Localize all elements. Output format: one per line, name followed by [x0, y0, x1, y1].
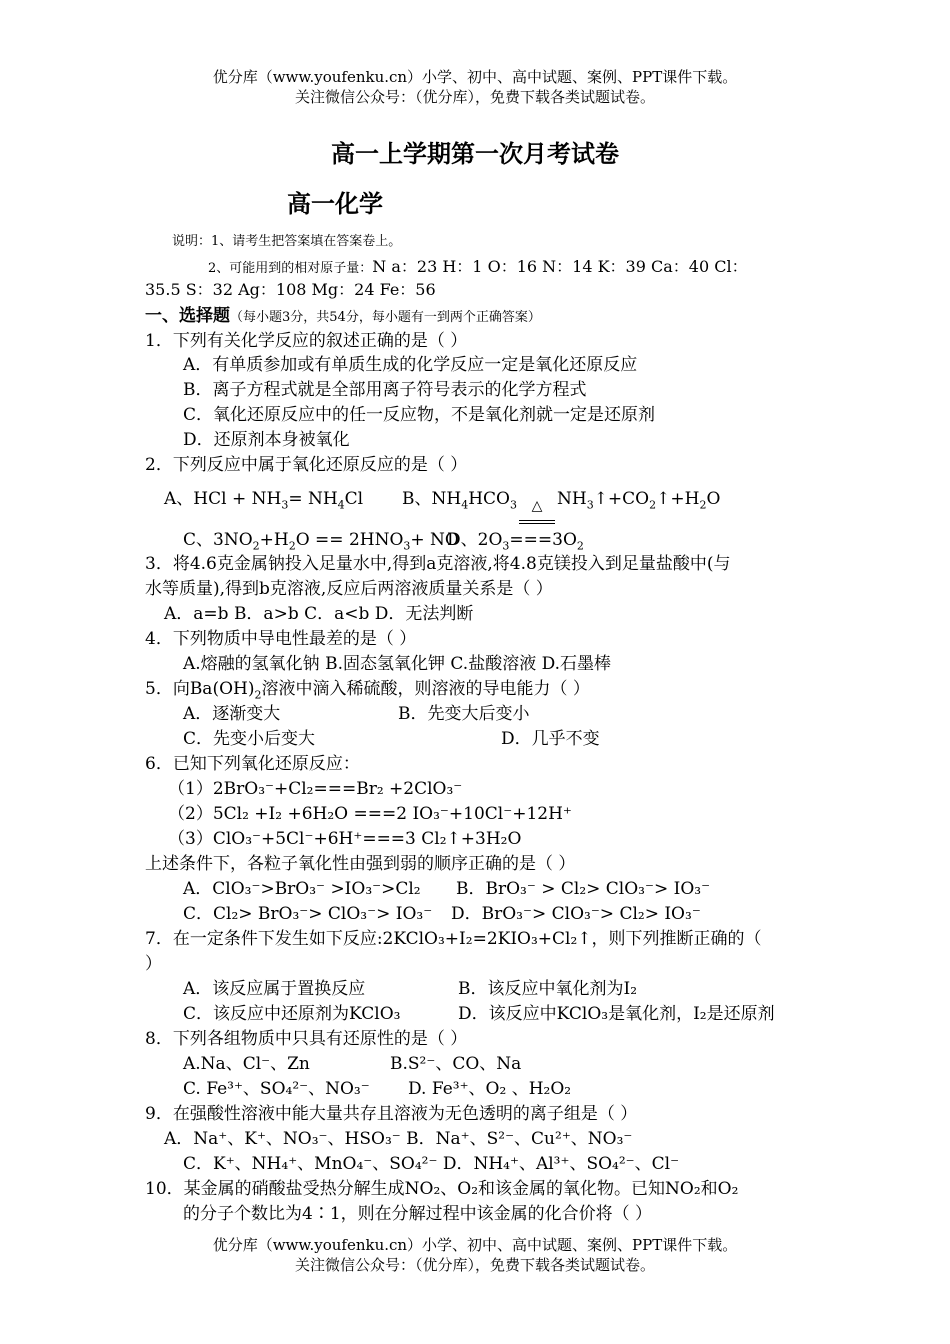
note-1: 说明：1、请考生把答案填在答案卷上。 [172, 234, 402, 249]
header-line-1: 优分库（www.youfenku.cn）小学、初中、高中试题、案例、PPT课件下载。 [212, 68, 738, 86]
q7-option-b: B．该反应中氧化剂为I₂ [458, 979, 638, 999]
page-subtitle: 高一化学 [287, 189, 383, 218]
q7-option-c: C．该反应中还原剂为KClO₃ [183, 1004, 401, 1024]
q1-option-d: D．还原剂本身被氧化 [183, 430, 350, 450]
q6-reaction-2: （2）5Cl₂ +I₂ +6H₂O ===2 IO₃⁻+10Cl⁻+12H⁺ [168, 804, 572, 824]
q9-options-ab: A．Na⁺、K⁺、NO₃⁻、HSO₃⁻ B．Na⁺、S²⁻、Cu²⁺、NO₃⁻ [164, 1129, 633, 1149]
q8-stem: 8．下列各组物质中只具有还原性的是（ ） [145, 1029, 468, 1049]
q5-option-b: B．先变大后变小 [398, 704, 530, 724]
q2-option-b: B、$NH_4HCO_3$ △ $NH_3↑+CO_2↑+H_2O$ [402, 484, 720, 511]
q3-stem-line-1: 3．将4.6克金属钠投入足量水中,得到a克溶液,将4.8克镁投入到足量盐酸中(与 [145, 554, 731, 574]
q2-option-d: D、$2O_3===3O_2$ [447, 530, 584, 553]
q1-option-b: B．离子方程式就是全部用离子符号表示的化学方程式 [183, 380, 587, 400]
q6-option-a: A．ClO₃⁻>BrO₃⁻ >IO₃⁻>Cl₂ [183, 879, 421, 899]
note-2-values: N a：23 H：1 O：16 N：14 K：39 Ca：40 Cl： [372, 257, 748, 276]
q4-stem: 4．下列物质中导电性最差的是（ ） [145, 629, 417, 649]
header-line-2: 关注微信公众号：（优分库），免费下载各类试题试卷。 [294, 88, 655, 106]
q8-option-b: B.S²⁻、CO、Na [390, 1054, 522, 1074]
q6-option-c: C．Cl₂> BrO₃⁻> ClO₃⁻> IO₃⁻ [183, 904, 433, 924]
q4-options: A.熔融的氢氧化钠 B.固态氢氧化钾 C.盐酸溶液 D.石墨棒 [183, 654, 612, 674]
q8-option-c: C. Fe³⁺、SO₄²⁻、NO₃⁻ [183, 1079, 370, 1099]
q8-option-a: A.Na、Cl⁻、Zn [183, 1054, 310, 1074]
q10-stem-line-2: 的分子个数比为4∶1，则在分解过程中该金属的化合价将（ ） [183, 1204, 653, 1224]
q5-option-a: A．逐渐变大 [183, 704, 281, 724]
q7-stem: 7．在一定条件下发生如下反应:2KClO₃+I₂=2KIO₃+Cl₂↑，则下列推断正确的（ [145, 929, 762, 949]
q7-option-d: D．该反应中KClO₃是氧化剂，I₂是还原剂 [458, 1004, 775, 1024]
page-title: 高一上学期第一次月考试卷 [331, 139, 619, 168]
q6-reaction-3: （3）ClO₃⁻+5Cl⁻+6H⁺===3 Cl₂↑+3H₂O [168, 829, 522, 849]
note-3: 35.5 S：32 Ag：108 Mg：24 Fe：56 [145, 280, 436, 299]
q1-stem: 1．下列有关化学反应的叙述正确的是（ ） [145, 331, 468, 351]
q9-options-cd: C．K⁺、NH₄⁺、MnO₄⁻、SO₄²⁻ D．NH₄⁺、Al³⁺、SO₄²⁻、Cl⁻ [183, 1154, 680, 1174]
q9-stem: 9．在强酸性溶液中能大量共存且溶液为无色透明的离子组是（ ） [145, 1104, 638, 1124]
q10-stem-line-1: 10．某金属的硝酸盐受热分解生成NO₂、O₂和该金属的氧化物。已知NO₂和O₂ [145, 1179, 739, 1199]
section-note: （每小题3分，共54分，每小题有一到两个正确答案） [230, 310, 541, 325]
q2-stem: 2．下列反应中属于氧化还原反应的是（ ） [145, 455, 468, 475]
q6-stem: 6．已知下列氧化还原反应： [145, 754, 360, 774]
heat-icon: △ [531, 498, 543, 514]
q6-option-d: D．BrO₃⁻> ClO₃⁻> Cl₂> IO₃⁻ [451, 904, 701, 924]
note-2-label: 2、可能用到的相对原子量： [208, 261, 373, 276]
q1-option-c: C．氧化还原反应中的任一反应物，不是氧化剂就一定是还原剂 [183, 405, 656, 425]
footer-line-1: 优分库（www.youfenku.cn）小学、初中、高中试题、案例、PPT课件下载。 [212, 1236, 738, 1254]
q7-option-a: A．该反应属于置换反应 [183, 979, 366, 999]
footer-line-2: 关注微信公众号：（优分库），免费下载各类试题试卷。 [294, 1256, 655, 1274]
q5-option-d: D．几乎不变 [501, 729, 600, 749]
q2-option-a: A、HCl + $NH_3= NH_4Cl$ [164, 489, 364, 512]
q6-reaction-1: （1）2BrO₃⁻+Cl₂===Br₂ +2ClO₃⁻ [168, 779, 463, 799]
q3-options: A．a=b B．a>b C．a<b D．无法判断 [164, 604, 474, 624]
q5-stem: 5．向$Ba(OH)_2$溶液中滴入稀硫酸，则溶液的导电能力（ ） [145, 679, 590, 702]
section-title: 一、选择题 [145, 306, 230, 326]
q6-question: 上述条件下，各粒子氧化性由强到弱的顺序正确的是（ ） [145, 854, 576, 874]
q2-option-c: C、$3NO_2+H_2O == 2HNO_3+$ NO [183, 530, 459, 553]
q7-stem-end: ） [145, 954, 162, 974]
q3-stem-line-2: 水等质量),得到b克溶液,反应后两溶液质量关系是（ ） [145, 579, 553, 599]
q1-option-a: A．有单质参加或有单质生成的化学反应一定是氧化还原反应 [183, 355, 638, 375]
q6-option-b: B．BrO₃⁻ > Cl₂> ClO₃⁻> IO₃⁻ [456, 879, 711, 899]
q8-option-d: D. Fe³⁺、O₂ 、H₂O₂ [408, 1079, 572, 1099]
note-2 [208, 254, 748, 277]
section-heading [145, 301, 541, 326]
q5-option-c: C．先变小后变大 [183, 729, 316, 749]
